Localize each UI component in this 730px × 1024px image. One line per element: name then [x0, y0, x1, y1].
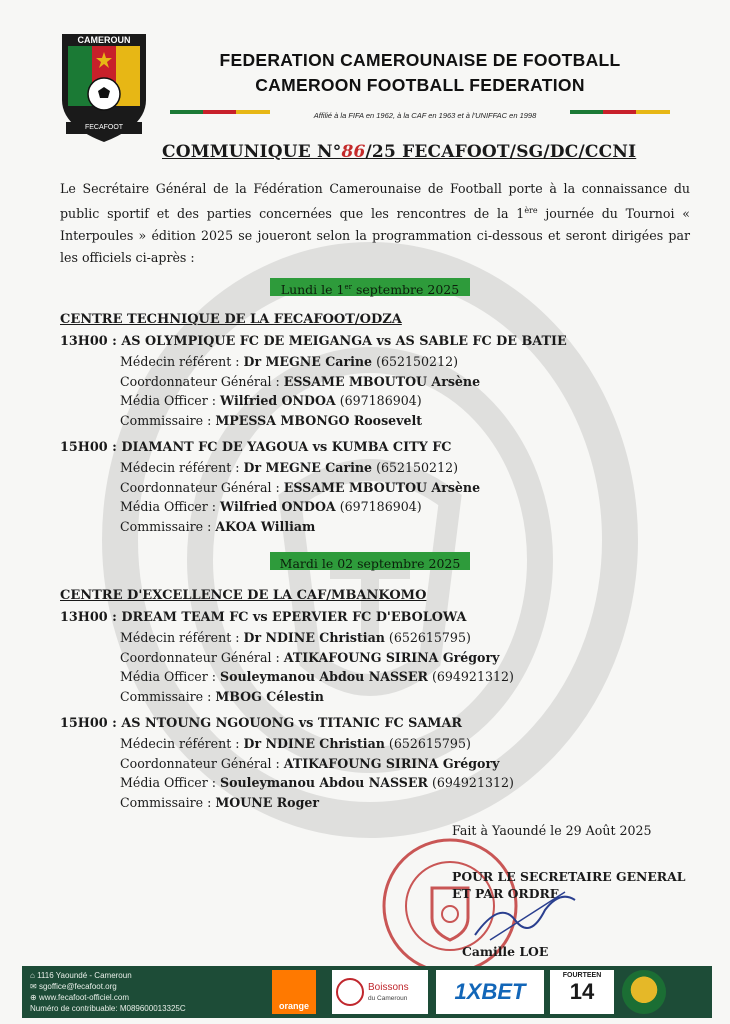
media-name: Souleymanou Abdou NASSER: [220, 669, 428, 684]
match-officials: [120, 458, 480, 536]
footer-address: ⌂ 1116 Yaoundé - Cameroun: [30, 971, 132, 980]
day-1-text: Lundi le 1: [280, 282, 345, 298]
orange-logo: orange: [272, 970, 316, 1014]
coordonnateur-name: ESSAME MBOUTOU Arsène: [283, 479, 481, 495]
coordonnateur-name: ATIKAFOUNG SIRINA Grégory: [283, 755, 500, 771]
commissaire-line: [120, 517, 480, 537]
footer-website: ⊕ www.fecafoot-officiel.com: [30, 993, 130, 1002]
medecin-line: [120, 352, 480, 372]
boissons-logo: [332, 970, 428, 1014]
email-text: sgoffice@fecafoot.org: [38, 982, 117, 991]
website-text: www.fecafoot-officiel.com: [38, 993, 130, 1002]
medecin-name: Dr MEGNE Carine: [243, 354, 373, 369]
communique-suffix: /25 FECAFOOT/SG/DC/CCNI: [365, 142, 637, 162]
boissons-sub-text: du Cameroun: [368, 995, 408, 1002]
label-media: Média Officer :: [120, 669, 221, 684]
place-date: Fait à Yaoundé le 29 Août 2025: [452, 823, 652, 838]
commissaire-name: MPESSA MBONGO Roosevelt: [215, 412, 423, 428]
match-officials: [120, 734, 514, 812]
media-tel: (697186904): [335, 499, 422, 514]
medecin-name: Dr MEGNE Carine: [243, 460, 373, 475]
federation-title: [160, 48, 680, 98]
communique-title: [162, 142, 636, 162]
handwritten-signature-icon: [470, 880, 580, 950]
intro-sup: ère: [524, 206, 538, 215]
coordonnateur-line: [120, 648, 514, 668]
signer-name: Camille LOE: [462, 944, 549, 959]
medecin-tel: (652615795): [384, 736, 471, 751]
coordonnateur-line: [120, 478, 480, 498]
footer-contrib: Numéro de contribuable: M089600013325C: [30, 1004, 186, 1013]
media-tel: (694921312): [427, 775, 514, 790]
coordonnateur-line: [120, 754, 514, 774]
label-media: Média Officer :: [120, 775, 221, 790]
media-line: [120, 497, 480, 517]
match-officials: [120, 352, 480, 430]
day-1-text-2: septembre 2025: [351, 282, 460, 298]
label-coordonnateur: Coordonnateur Général :: [120, 755, 284, 771]
label-media: Média Officer :: [120, 499, 221, 514]
communique-number: 86: [341, 142, 366, 162]
commissaire-name: MBOG Célestin: [215, 688, 324, 704]
commissaire-name: AKOA William: [215, 518, 316, 534]
venue-2: CENTRE D'EXCELLENCE DE LA CAF/MBANKOMO: [60, 588, 427, 603]
media-line: [120, 773, 514, 793]
label-medecin: Médecin référent :: [120, 460, 244, 475]
1xbet-logo: 1XBET: [436, 970, 544, 1014]
match-fixture: 13H00 : AS OLYMPIQUE FC DE MEIGANGA vs AS SABLE FC DE BATIE: [60, 334, 567, 349]
day-band-2: [270, 552, 470, 570]
label-medecin: Médecin référent :: [120, 630, 244, 645]
label-media: Média Officer :: [120, 393, 221, 408]
medecin-name: Dr NDINE Christian: [243, 630, 385, 645]
boissons-ring-icon: [336, 978, 364, 1006]
footer-email: ✉ sgoffice@fecafoot.org: [30, 982, 117, 991]
media-line: [120, 667, 514, 687]
commissaire-name: MOUNE Roger: [215, 794, 320, 810]
label-coordonnateur: Coordonnateur Général :: [120, 479, 284, 495]
label-coordonnateur: Coordonnateur Général :: [120, 373, 284, 389]
coordonnateur-name: ESSAME MBOUTOU Arsène: [283, 373, 481, 389]
affiliation-text: Affilié à la FIFA en 1962, à la CAF en 1963 et à l'UNIFFAC en 1998: [313, 111, 537, 120]
medecin-line: [120, 628, 514, 648]
commissaire-line: [120, 687, 514, 707]
pour-line-2: ET PAR ORDRE: [452, 886, 560, 901]
coordonnateur-line: [120, 372, 480, 392]
medecin-line: [120, 458, 480, 478]
media-line: [120, 391, 480, 411]
flag-bar-right: [570, 110, 670, 114]
media-name: Wilfried ONDOA: [220, 393, 336, 408]
label-commissaire: Commissaire :: [120, 688, 216, 704]
day-2-text: Mardi le 02 septembre 2025: [279, 556, 461, 572]
day-1-sup: er: [344, 283, 352, 291]
boissons-text: Boissons: [368, 982, 409, 993]
intro-text-2: journée du Tournoi « Interpoules » édition 2025 se joueront selon la programmation ci-dessous et seront dirigées par les officiels ci-après :: [60, 206, 690, 266]
medecin-tel: (652150212): [372, 460, 459, 475]
medecin-line: [120, 734, 514, 754]
footer-bar: [22, 966, 712, 1018]
intro-paragraph: [60, 178, 690, 269]
label-medecin: Médecin référent :: [120, 354, 244, 369]
coordonnateur-name: ATIKAFOUNG SIRINA Grégory: [283, 649, 500, 665]
pour-line-1: POUR LE SECRETAIRE GENERAL: [452, 869, 686, 884]
media-name: Souleymanou Abdou NASSER: [220, 775, 428, 790]
commissaire-line: [120, 411, 480, 431]
intro-text-1: Le Secrétaire Général de la Fédération Camerounaise de Football porte à la connaissance du public sportif et des parties concernées que les rencontres de la 1: [60, 181, 690, 222]
medecin-name: Dr NDINE Christian: [243, 736, 385, 751]
label-commissaire: Commissaire :: [120, 412, 216, 428]
logo-top-text: CAMEROUN: [77, 35, 131, 45]
media-tel: (697186904): [335, 393, 422, 408]
logo-bottom-text: FECAFOOT: [84, 124, 124, 131]
lion-emblem-icon: [622, 970, 666, 1014]
medecin-tel: (652150212): [372, 354, 459, 369]
fourteen-logo: [550, 970, 614, 1014]
communique-prefix: COMMUNIQUE N°: [162, 142, 342, 162]
label-medecin: Médecin référent :: [120, 736, 244, 751]
match-officials: [120, 628, 514, 706]
commissaire-line: [120, 793, 514, 813]
media-name: Wilfried ONDOA: [220, 499, 336, 514]
match-fixture: 15H00 : AS NTOUNG NGOUONG vs TITANIC FC SAMAR: [60, 716, 463, 731]
venue-1: CENTRE TECHNIQUE DE LA FECAFOOT/ODZA: [60, 312, 402, 327]
day-band-1: [270, 278, 470, 296]
flag-bar-left: [170, 110, 270, 114]
title-fr: FEDERATION CAMEROUNAISE DE FOOTBALL: [219, 50, 621, 70]
title-en: CAMEROON FOOTBALL FEDERATION: [255, 75, 585, 95]
address-text: 1116 Yaoundé - Cameroun: [37, 971, 132, 980]
match-fixture: 13H00 : DREAM TEAM FC vs EPERVIER FC D'EBOLOWA: [60, 610, 467, 625]
media-tel: (694921312): [427, 669, 514, 684]
label-commissaire: Commissaire :: [120, 794, 216, 810]
label-coordonnateur: Coordonnateur Général :: [120, 649, 284, 665]
fourteen-text: FOURTEEN: [562, 972, 602, 979]
footer-contact: [30, 970, 186, 1014]
medecin-tel: (652615795): [384, 630, 471, 645]
fourteen-mark: 14: [569, 979, 595, 1004]
label-commissaire: Commissaire :: [120, 518, 216, 534]
match-fixture: 15H00 : DIAMANT FC DE YAGOUA vs KUMBA CITY FC: [60, 440, 452, 455]
